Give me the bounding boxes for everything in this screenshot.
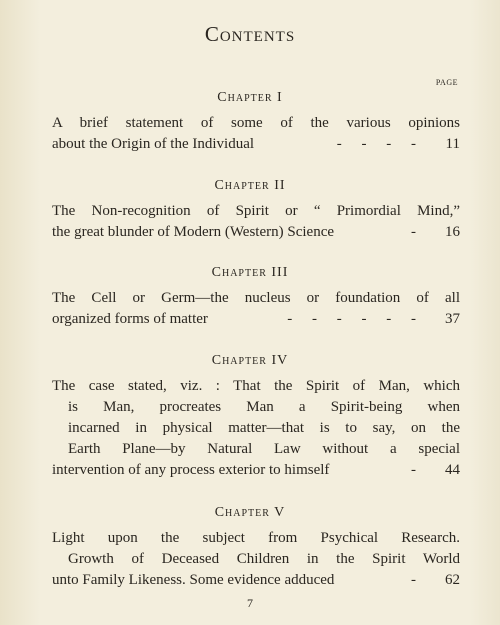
entry-line: The Non-recognition of Spirit or “ Primordial Mind,” (52, 203, 460, 219)
page-title: Contents (204, 22, 296, 46)
page-number: 16 (445, 224, 460, 240)
entry-last-line (52, 134, 460, 155)
leader-dashes: - - - - (336, 136, 424, 152)
entry-line: Light upon the subject from Psychical Research. (52, 530, 460, 546)
entry-line: about the Origin of the Individual (52, 136, 255, 152)
page-number: 44 (445, 462, 460, 478)
page-number: 37 (445, 311, 460, 327)
entry-line: incarned in physical matter—that is to say, on the (68, 420, 460, 436)
entry-line: The case stated, viz. : That the Spirit of Man, which (52, 378, 460, 394)
page-number: 62 (445, 572, 460, 588)
chapter-heading-2: Chapter II (214, 178, 286, 193)
chapter-heading-5: Chapter V (214, 505, 286, 520)
entry-last-line (52, 222, 460, 243)
entry-line: the great blunder of Modern (Western) Science (52, 224, 335, 240)
chapter-heading-3: Chapter III (211, 265, 289, 280)
entry-line: Earth Plane—by Natural Law without a special (68, 441, 460, 457)
chapter-entry-4 (52, 376, 460, 481)
chapter-entry-2 (52, 201, 460, 243)
page-number: 11 (445, 136, 460, 152)
entry-line: Growth of Deceased Children in the Spirit World (68, 551, 460, 567)
chapter-heading-1: Chapter I (217, 90, 283, 105)
entry-line: A brief statement of some of the various opinions (52, 115, 460, 131)
entry-last-line (52, 460, 460, 481)
leader-dashes: - (411, 224, 424, 240)
leader-dashes: - (411, 572, 424, 588)
entry-line: intervention of any process exterior to himself (52, 462, 330, 478)
entry-line: organized forms of matter (52, 311, 208, 327)
leader-dashes: - - - - - - (287, 311, 424, 327)
entry-line: is Man, procreates Man a Spirit-being when (68, 399, 460, 415)
folio-page-number: 7 (247, 596, 253, 610)
entry-last-line (52, 570, 460, 591)
chapter-entry-1 (52, 113, 460, 155)
entry-line: unto Family Likeness. Some evidence adduced (52, 572, 335, 588)
entry-last-line (52, 309, 460, 330)
chapter-heading-4: Chapter IV (211, 353, 289, 368)
leader-dashes: - (411, 462, 424, 478)
chapter-entry-5 (52, 528, 460, 591)
chapter-entry-3 (52, 288, 460, 330)
entry-line: The Cell or Germ—the nucleus or foundation of all (52, 290, 460, 306)
page-column-label: PAGE (435, 78, 458, 87)
